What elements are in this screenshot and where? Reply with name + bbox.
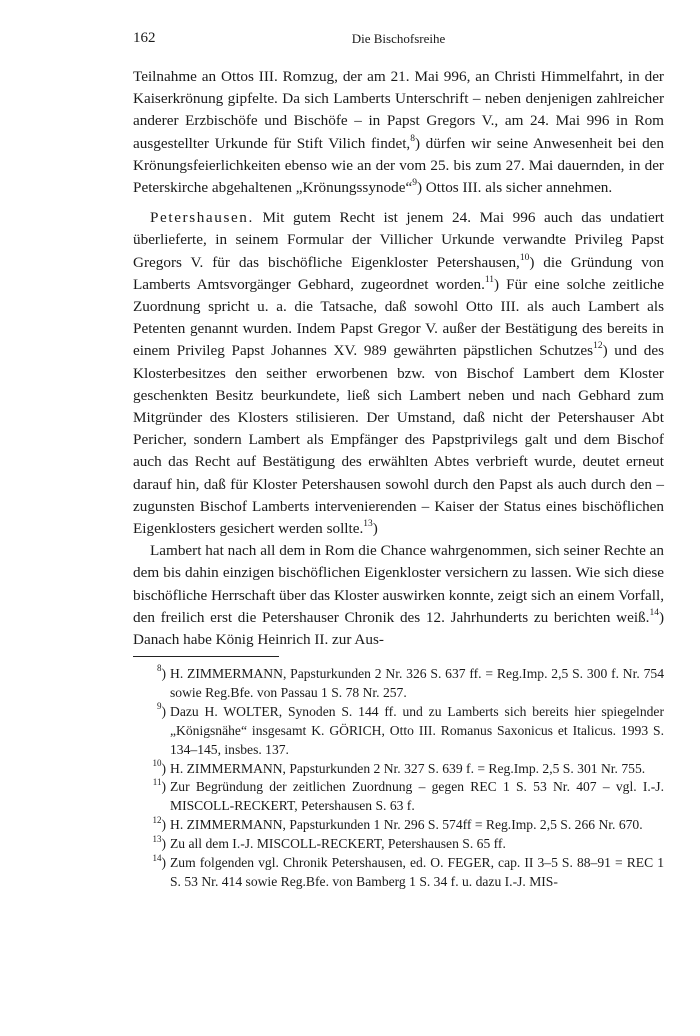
footnote-text: H. ZIMMERMANN, Papsturkunden 2 Nr. 326 S. 637 ff. = Reg.Imp. 2,5 S. 300 f. Nr. 754 sowie Reg.Bfe. von Passau 1 S. 78 Nr. 257.: [170, 666, 664, 700]
footnote-number: $^{13}$): [152, 833, 166, 852]
footnote-text: Zum folgenden vgl. Chronik Petershausen, ed. O. FEGER, cap. II 3–5 S. 88–91 = REC 1 S. 53 Nr. 414 sowie Reg.Bfe. von Bamberg 1 S. 34 f. u. dazu I.-J. MIS-: [170, 855, 664, 889]
footnote-number: $^{14}$): [152, 852, 166, 871]
text-run: ) Danach habe König Heinrich II. zur Aus-: [133, 608, 664, 649]
running-title: Die Bischofsreihe: [351, 31, 446, 46]
main-text: [133, 66, 664, 651]
footnote-separator: [133, 656, 279, 657]
text-run: Lambert hat nach all dem in Rom die Chance wahrgenommen, sich seiner Rechte an dem bis dahin einzigen bischöflichen Eigenkloster versichern zu lassen. Wie sich diese bischöfliche Herrschaft über das Kloster auswirken konnte, zeigt sich an einem Vorfall, den freilich erst die Petershauser Chronik des 12. Jahrhunderts zu berichten weiß.: [133, 542, 664, 626]
footnote-ref-14[interactable]: 14: [649, 607, 659, 618]
page-number: 162: [133, 30, 156, 46]
text-run: ) dürfen wir seine Anwesenheit bei den Krönungsfeierlichkeiten ebenso wie an der vom 25. bis zum 27. Mai dauernden, in der Peterskirche abgehaltenen „Krönungssynode“: [133, 134, 664, 197]
text-run: ): [372, 520, 378, 538]
text-run: Teilnahme an Ottos III. Romzug, der am 21. Mai 996, an Christi Himmelfahrt, in der Kaiserkrönung gipfelte. Da sich Lamberts Unterschrift – neben denjenigen zahlreicher anderer Erzbischöfe und Bischöfe – in Papst Gregors V., am 24. Mai 996 in Rom ausgestellter Urkunde für Stift Vilich findet,: [133, 68, 664, 152]
footnote-ref-12[interactable]: 12: [593, 341, 603, 352]
footnote-ref-8[interactable]: 8: [410, 133, 415, 144]
text-run: ) Ottos III. als sicher annehmen.: [416, 179, 613, 197]
footnote-number: $^9$): [156, 701, 166, 719]
text-run: ) die Gründung von Lamberts Amtsvorgänger Gebhard, zugeordnet worden.: [133, 253, 665, 293]
text-run: Mit gutem Recht ist jenem 24. Mai 996 auch das undatiert überlieferte, in seinem Formular der Villicher Urkunde verwandte Privileg Papst Gregors V. für das bischöfliche Eigenkloster Petershausen,: [133, 209, 664, 271]
footnote-text: H. ZIMMERMANN, Papsturkunden 1 Nr. 296 S. 574ff = Reg.Imp. 2,5 S. 266 Nr. 670.: [170, 817, 643, 833]
footnote-ref-13[interactable]: 13: [363, 519, 373, 529]
footnote-ref-9[interactable]: 9: [412, 177, 417, 188]
text-run: ) Für eine solche zeitliche Zuordnung spricht u. a. die Tatsache, daß sowohl Otto III. als auch Lambert als Petenten genannt wurden. Indem Papst Gregor V. außer der Bestätigung des bereits in einem Privileg Papst Johannes XV. 989 gewährten päpstlichen Schutzes: [133, 275, 664, 360]
paragraph-3: [133, 540, 664, 651]
footnote-number: $^{11}$): [152, 776, 166, 795]
footnote-text: Zur Begründung der zeitlichen Zuordnung – gegen REC 1 S. 53 Nr. 407 – vgl. I.-J. MISCOLL-RECKERT, Petershausen S. 63 f.: [170, 779, 664, 814]
page-header: [133, 30, 664, 50]
footnote: [133, 665, 664, 703]
footnote: [133, 760, 664, 779]
footnote-ref-11[interactable]: 11: [484, 274, 495, 285]
footnote: [133, 854, 664, 892]
footnote-text: H. ZIMMERMANN, Papsturkunden 2 Nr. 327 S. 639 f. = Reg.Imp. 2,5 S. 301 Nr. 755.: [170, 760, 646, 776]
footnote-number: $^{12}$): [152, 814, 166, 833]
paragraph-1: [133, 66, 664, 199]
paragraph-2: [133, 207, 664, 540]
footnote-ref-10[interactable]: 10: [519, 252, 530, 263]
footnote: [133, 816, 664, 835]
footnote: [133, 778, 664, 816]
section-heading-petershausen: Petershausen.: [150, 209, 254, 227]
footnote-text: Dazu H. WOLTER, Synoden S. 144 ff. und zu Lamberts sich bereits hier spiegelnder „Königsnähe“ insgesamt K. GÖRICH, Otto III. Romanus Saxonicus et Italicus. 1993 S. 134–145, insbes. 137.: [170, 703, 664, 757]
footnote-number: $^{10}$): [152, 758, 166, 776]
footnote-text: Zu all dem I.-J. MISCOLL-RECKERT, Petershausen S. 65 ff.: [170, 836, 506, 852]
footnotes: [133, 665, 664, 892]
text-run: ) und des Klosterbesitzes den seither erworbenen bzw. von Bischof Lambert dem Kloster geschenkten Besitz beurkundete, ließ sich Lambert neben und nach Gebhard zum Mitgründer des Klosters stilisieren. Der Umstand, daß nicht der Petershauser Abt Pericher, sondern Lambert als Empfänger des Papstprivilegs galt und dem Bischof auch das Recht auf Bestätigung des erwählten Abtes verbrieft wurde, deutet erneut darauf hin, daß für Kloster Petershausen sowohl durch den Papst als auch durch den – zugunsten Bischof Lamberts intervenierenden – Kaiser der Status eines bischöflichen Eigenklosters gesichert werden sollte.: [133, 342, 664, 538]
footnote: [133, 835, 664, 854]
footnote-number: $^8$): [156, 663, 166, 681]
footnote: [133, 703, 664, 760]
